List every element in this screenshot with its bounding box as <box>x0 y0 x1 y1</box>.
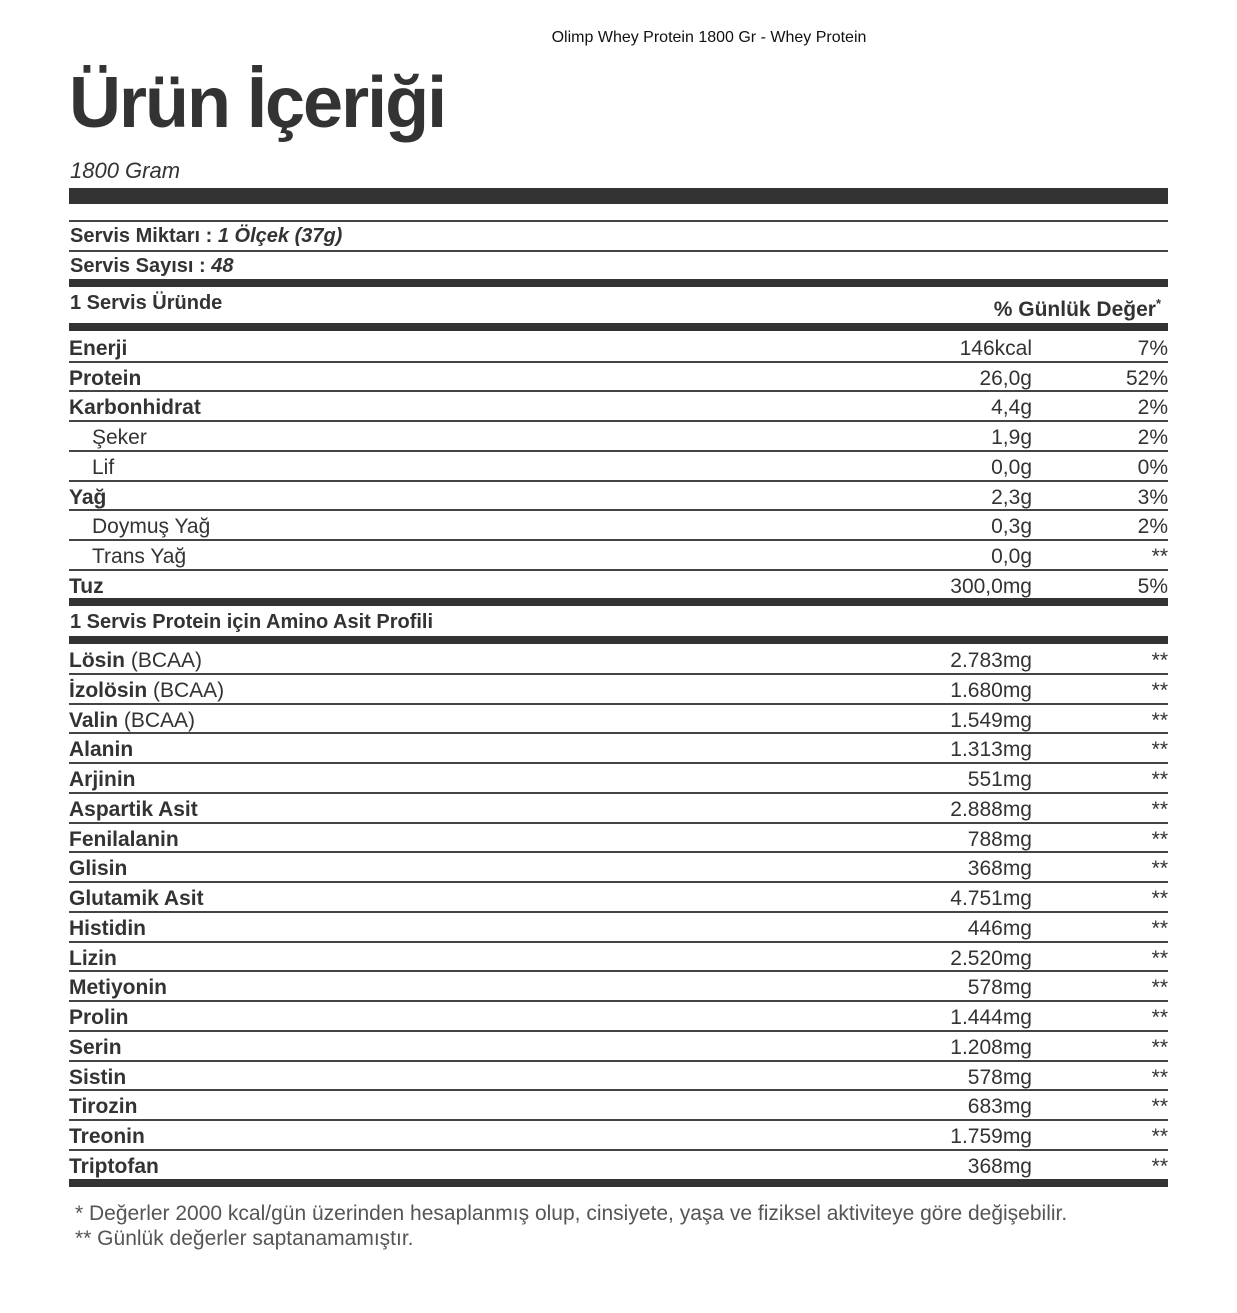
amino-row <box>69 734 1168 763</box>
amino-row <box>69 1151 1168 1180</box>
amino-row <box>69 913 1168 942</box>
nutrient-row <box>69 571 1168 600</box>
daily-value-heading-text: % Günlük Değer <box>993 298 1156 321</box>
row-name <box>69 709 195 733</box>
row-daily-value: ** <box>1151 1006 1168 1029</box>
row-daily-value: 2% <box>1137 426 1168 450</box>
row-amount: 788mg <box>967 827 1032 851</box>
row-name <box>69 828 179 852</box>
serving-size-label: Servis Miktarı : <box>70 225 218 247</box>
row-name-text: Aspartik Asit <box>69 797 198 821</box>
row-amount: 0,3g <box>991 515 1032 539</box>
amino-row <box>69 972 1168 1001</box>
row-daily-value: ** <box>1151 1095 1168 1119</box>
row-daily-value: ** <box>1151 887 1168 910</box>
bottom-divider <box>69 1179 1168 1187</box>
row-amount: 146kcal <box>959 337 1032 360</box>
amino-row <box>69 883 1168 912</box>
row-daily-value: 52% <box>1125 366 1168 390</box>
row-name <box>92 545 186 569</box>
row-name-suffix: (BCAA) <box>125 649 203 672</box>
row-name-text: Lizin <box>69 946 117 970</box>
amino-row <box>69 1121 1168 1150</box>
row-amount: 0,0g <box>991 455 1032 479</box>
divider <box>69 250 1168 252</box>
row-daily-value: 5% <box>1137 574 1168 598</box>
section-divider <box>69 323 1168 331</box>
page-title: Ürün İçeriği <box>69 63 446 143</box>
row-name <box>69 1066 126 1090</box>
row-name <box>69 768 136 792</box>
amino-row <box>69 705 1168 734</box>
row-name <box>92 515 210 539</box>
row-daily-value: ** <box>1151 797 1168 821</box>
row-name <box>69 1125 145 1149</box>
amino-row <box>69 1002 1168 1031</box>
row-amount: 300,0mg <box>950 574 1032 598</box>
row-amount: 2,3g <box>991 485 1032 509</box>
row-name-text: Fenilalanin <box>69 827 179 851</box>
row-amount: 26,0g <box>979 366 1032 390</box>
row-name-text: Trans Yağ <box>92 544 187 568</box>
row-name-text: Metiyonin <box>69 976 167 1000</box>
row-amount: 1.680mg <box>950 678 1032 702</box>
row-name <box>69 1095 137 1119</box>
top-thick-divider <box>69 188 1168 204</box>
row-name-text: Karbonhidrat <box>69 396 201 420</box>
row-amount: 2.783mg <box>950 649 1032 672</box>
row-name <box>69 1006 129 1030</box>
row-name-text: Alanin <box>69 738 134 762</box>
nutrient-row <box>69 392 1168 421</box>
row-daily-value: ** <box>1151 857 1168 881</box>
section-divider <box>69 598 1168 606</box>
row-daily-value: ** <box>1151 708 1168 732</box>
section-divider <box>69 636 1168 644</box>
servings-count <box>70 255 233 278</box>
row-amount: 1,9g <box>991 426 1032 450</box>
row-name-text: Prolin <box>69 1006 129 1029</box>
row-name-text: Protein <box>69 366 142 390</box>
row-name <box>69 337 127 361</box>
amino-row <box>69 794 1168 823</box>
row-name <box>69 396 201 420</box>
amino-row <box>69 764 1168 793</box>
row-name <box>69 1155 159 1179</box>
nutrient-row <box>69 482 1168 511</box>
row-name-text: Enerji <box>69 337 128 360</box>
row-amount: 2.888mg <box>950 797 1032 821</box>
amino-row <box>69 943 1168 972</box>
row-name-text: Arjinin <box>69 768 136 791</box>
daily-value-footnote-mark: * <box>1155 296 1161 311</box>
row-name-text: Histidin <box>69 916 146 940</box>
nutrient-row <box>69 363 1168 392</box>
row-name-suffix: (BCAA) <box>118 708 196 732</box>
amino-row <box>69 853 1168 882</box>
row-name-text: İzolösin <box>69 678 148 702</box>
row-name-text: Lösin <box>69 649 125 672</box>
row-name-text: Lif <box>92 455 115 479</box>
row-daily-value: ** <box>1151 1035 1168 1059</box>
row-daily-value: ** <box>1151 1065 1168 1089</box>
row-name <box>92 426 147 450</box>
row-amount: 551mg <box>967 768 1032 791</box>
row-name <box>69 575 104 599</box>
row-name <box>69 738 133 762</box>
amino-row <box>69 645 1168 674</box>
amino-heading: 1 Servis Protein için Amino Asit Profili <box>70 611 434 633</box>
nutrient-row <box>69 333 1168 362</box>
row-daily-value: 0% <box>1137 455 1168 479</box>
row-name <box>69 679 224 703</box>
row-amount: 4.751mg <box>950 887 1032 910</box>
row-name-text: Sistin <box>69 1065 127 1089</box>
row-amount: 4,4g <box>991 396 1032 420</box>
row-amount: 2.520mg <box>950 946 1032 970</box>
row-daily-value: ** <box>1151 768 1168 791</box>
row-name <box>92 456 114 480</box>
section-divider <box>69 279 1168 287</box>
row-name-text: Triptofan <box>69 1154 159 1178</box>
row-name <box>69 367 141 391</box>
nutrient-row <box>69 541 1168 570</box>
row-name-text: Tuz <box>69 574 104 598</box>
amino-row <box>69 1091 1168 1120</box>
row-daily-value: ** <box>1151 649 1168 672</box>
row-daily-value: ** <box>1151 946 1168 970</box>
divider <box>69 220 1168 222</box>
amino-row <box>69 675 1168 704</box>
row-name-text: Şeker <box>92 426 147 450</box>
nutrition-heading: 1 Servis Üründe <box>70 292 223 314</box>
row-name <box>69 887 204 911</box>
row-name-text: Glutamik Asit <box>69 887 204 910</box>
row-amount: 446mg <box>967 916 1032 940</box>
row-name <box>69 917 146 941</box>
row-daily-value: 2% <box>1137 396 1168 420</box>
row-name-text: Yağ <box>69 485 107 509</box>
row-name <box>69 976 167 1000</box>
serving-size-value: 1 Ölçek (37g) <box>217 225 343 247</box>
row-daily-value: ** <box>1151 916 1168 940</box>
row-name-suffix: (BCAA) <box>147 678 225 702</box>
row-name-text: Valin <box>69 708 119 732</box>
row-amount: 578mg <box>967 1065 1032 1089</box>
row-name-text: Tirozin <box>69 1095 138 1119</box>
row-daily-value: ** <box>1151 1125 1168 1148</box>
package-size: 1800 Gram <box>70 158 181 183</box>
row-daily-value: 2% <box>1137 515 1168 539</box>
row-amount: 578mg <box>967 976 1032 1000</box>
row-daily-value: ** <box>1151 976 1168 1000</box>
nutrient-row <box>69 422 1168 451</box>
row-name-text: Serin <box>69 1035 122 1059</box>
row-daily-value: ** <box>1151 738 1168 762</box>
row-amount: 683mg <box>967 1095 1032 1119</box>
page-header: Olimp Whey Protein 1800 Gr - Whey Protein <box>551 29 867 46</box>
row-daily-value: ** <box>1151 827 1168 851</box>
row-name <box>69 486 106 510</box>
row-daily-value: ** <box>1151 544 1168 568</box>
row-name-text: Glisin <box>69 857 128 881</box>
nutrient-row <box>69 452 1168 481</box>
row-amount: 1.444mg <box>950 1006 1032 1029</box>
row-name <box>69 798 198 822</box>
amino-row <box>69 824 1168 853</box>
row-daily-value: 7% <box>1137 337 1168 360</box>
footnote-daily-value: * Değerler 2000 kcal/gün üzerinden hesaplanmış olup, cinsiyete, yaşa ve fiziksel aktiviteye göre değişebilir. <box>75 1202 1068 1225</box>
row-amount: 1.759mg <box>950 1125 1032 1148</box>
amino-row <box>69 1032 1168 1061</box>
serving-size <box>70 225 342 248</box>
row-name <box>69 649 202 673</box>
footnote-not-determined: ** Günlük değerler saptanamamıştır. <box>75 1227 414 1250</box>
row-amount: 368mg <box>967 1154 1032 1178</box>
row-daily-value: 3% <box>1137 485 1168 509</box>
row-daily-value: ** <box>1151 1154 1168 1178</box>
row-amount: 1.208mg <box>950 1035 1032 1059</box>
nutrient-row <box>69 511 1168 540</box>
row-name-text: Treonin <box>69 1125 145 1148</box>
row-amount: 1.549mg <box>950 708 1032 732</box>
row-name <box>69 947 117 971</box>
row-amount: 368mg <box>967 857 1032 881</box>
row-name-text: Doymuş Yağ <box>92 515 211 539</box>
servings-count-value: 48 <box>211 255 234 277</box>
servings-count-label: Servis Sayısı : <box>70 255 212 277</box>
row-daily-value: ** <box>1151 678 1168 702</box>
row-name <box>69 857 127 881</box>
amino-row <box>69 1062 1168 1091</box>
daily-value-heading <box>994 296 1161 322</box>
row-name <box>69 1036 122 1060</box>
row-amount: 0,0g <box>991 544 1032 568</box>
row-amount: 1.313mg <box>950 738 1032 762</box>
